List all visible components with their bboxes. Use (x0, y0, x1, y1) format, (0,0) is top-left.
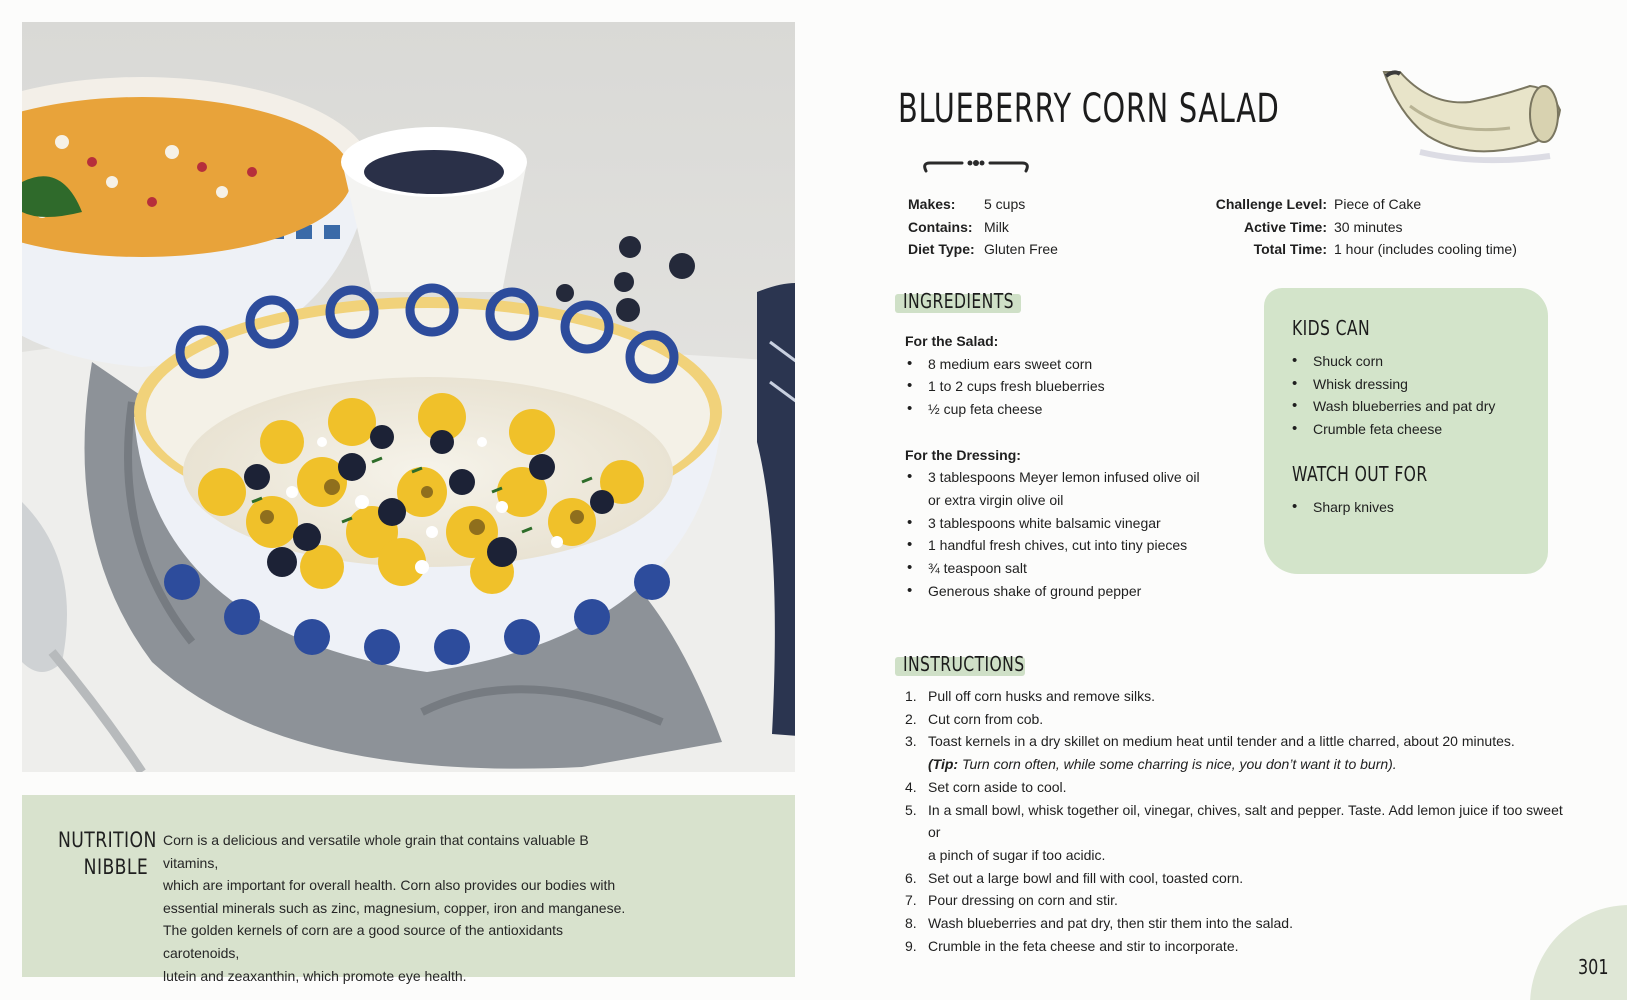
meta-row-active-time (1204, 216, 1517, 239)
salad-ingredients (905, 353, 1235, 421)
meta-value: Milk (984, 218, 1009, 235)
list-item: • Whisk dressing (1290, 373, 1540, 396)
meta-value: 1 hour (includes cooling time) (1334, 241, 1517, 258)
salad-subheading: For the Salad: (905, 333, 999, 349)
step-text: Set out a large bowl and fill with cool, toasted corn. (928, 869, 1244, 886)
meta-row-diet-type (908, 238, 1058, 261)
step-number: 8. (905, 915, 917, 932)
step-text: Wash blueberries and pat dry, then stir them into the salad. (928, 915, 1293, 932)
instructions-heading (895, 651, 1025, 677)
instruction-steps (905, 685, 1565, 957)
watch-out-for-list (1290, 496, 1540, 519)
instruction-step (905, 889, 1565, 912)
instruction-step (905, 935, 1565, 958)
meta-label: Contains: (908, 218, 973, 235)
list-item: • 1 handful fresh chives, cut into tiny pieces (905, 534, 1235, 557)
nutrition-line: The golden kernels of corn are a good source of the antioxidants carotenoids, (163, 922, 564, 961)
meta-value: Gluten Free (984, 241, 1058, 258)
list-item-text: 3 tablespoons Meyer lemon infused olive oil (928, 469, 1200, 486)
list-item (905, 466, 1235, 511)
dressing-subheading: For the Dressing: (905, 446, 1021, 463)
instructions-list (905, 685, 1565, 957)
step-text-continued: a pinch of sugar if too acidic. (928, 846, 1106, 863)
meta-row-challenge-level (1204, 193, 1517, 216)
nutrition-line: which are important for overall health. Corn also provides our bodies with (163, 877, 616, 894)
meta-label: Diet Type: (908, 241, 975, 258)
meta-row-makes (908, 193, 1058, 216)
nutrition-line: essential minerals such as zinc, magnesium, copper, iron and manganese. (163, 899, 626, 916)
step-text: Set corn aside to cool. (928, 778, 1067, 795)
meta-value: Piece of Cake (1334, 196, 1422, 212)
step-number: 1. (905, 688, 917, 704)
tip-text: Turn corn often, while some charring is nice, you don’t want it to burn). (958, 756, 1397, 773)
meta-label: Challenge Level: (1215, 196, 1327, 212)
meta-value: 30 minutes (1334, 218, 1403, 235)
step-number: 5. (905, 801, 917, 818)
step-text: Pull off corn husks and remove silks. (928, 688, 1155, 704)
ingredients-heading-text: INGREDIENTS (903, 289, 1014, 313)
meta-row-contains (908, 216, 1058, 239)
list-item: • Wash blueberries and pat dry (1290, 395, 1540, 418)
kids-can-list (1290, 350, 1540, 441)
step-text: Pour dressing on corn and stir. (928, 892, 1118, 909)
step-text: In a small bowl, whisk together oil, vinegar, chives, salt and pepper. Taste. Add lemon juice if too sweet or (928, 801, 1563, 841)
list-item: • 3 tablespoons white balsamic vinegar (905, 512, 1235, 535)
step-text: Toast kernels in a dry skillet on medium heat until tender and a little charred, about 20 minutes. (928, 733, 1515, 750)
nutrition-line: lutein and zeaxanthin, which promote eye health. (163, 967, 467, 984)
nutrition-nibble-panel (22, 795, 795, 984)
step-number: 7. (905, 892, 917, 909)
kids-can-heading: KIDS CAN (1292, 316, 1371, 340)
meta-label: Makes: (908, 196, 956, 212)
step-text: Cut corn from cob. (928, 710, 1044, 727)
instruction-step (905, 708, 1565, 731)
list-item-text: or extra virgin olive oil (928, 491, 1064, 508)
instructions-heading-text: INSTRUCTIONS (903, 652, 1025, 676)
instruction-step (905, 685, 1565, 708)
flourish-divider-icon (920, 157, 1032, 177)
list-item: • 1 to 2 cups fresh blueberries (905, 375, 1235, 398)
instruction-step (905, 799, 1565, 867)
step-number: 3. (905, 733, 917, 750)
list-item: • Generous shake of ground pepper (905, 580, 1235, 603)
step-number: 9. (905, 937, 917, 954)
page-number: 301 (1578, 955, 1609, 979)
tip-label: (Tip: (928, 756, 959, 773)
instruction-step (905, 867, 1565, 890)
nutrition-nibble-title (58, 827, 157, 881)
meta-row-total-time (1204, 238, 1517, 261)
instruction-step (905, 730, 1565, 753)
step-number: 2. (905, 710, 917, 727)
list-item: • 8 medium ears sweet corn (905, 353, 1235, 376)
nutrition-title-line2: NIBBLE (83, 855, 149, 879)
ingredients-heading (895, 288, 1021, 314)
meta-label: Active Time: (1244, 218, 1327, 235)
list-item: • ½ cup feta cheese (905, 398, 1235, 421)
meta-value: 5 cups (984, 196, 1026, 212)
kids-can-box (1264, 288, 1548, 574)
step-number: 6. (905, 869, 917, 886)
step-number: 4. (905, 778, 917, 795)
recipe-title: BLUEBERRY CORN SALAD (898, 86, 1280, 132)
salad-bowl-photo (22, 22, 795, 772)
recipe-meta-left (908, 193, 1058, 261)
instruction-tip (905, 753, 1565, 776)
salad-photo-illustration (22, 22, 795, 772)
nutrition-title-line1: NUTRITION (58, 828, 157, 852)
nutrition-line: Corn is a delicious and versatile whole grain that contains valuable B vitamins, (163, 832, 589, 871)
nutrition-nibble-text (163, 829, 643, 987)
list-item: • Shuck corn (1290, 350, 1540, 373)
watch-out-for-heading: WATCH OUT FOR (1292, 462, 1428, 486)
shofar-icon (1380, 66, 1564, 168)
list-item: • Crumble feta cheese (1290, 418, 1540, 441)
dressing-ingredients (905, 466, 1235, 602)
ingredients-list (905, 330, 1235, 602)
instruction-step (905, 776, 1565, 799)
list-item: • ¾ teaspoon salt (905, 557, 1235, 580)
step-text: Crumble in the feta cheese and stir to incorporate. (928, 937, 1239, 954)
instruction-step (905, 912, 1565, 935)
meta-label: Total Time: (1253, 241, 1327, 258)
recipe-meta-right (1204, 193, 1517, 261)
list-item: • Sharp knives (1290, 496, 1540, 519)
